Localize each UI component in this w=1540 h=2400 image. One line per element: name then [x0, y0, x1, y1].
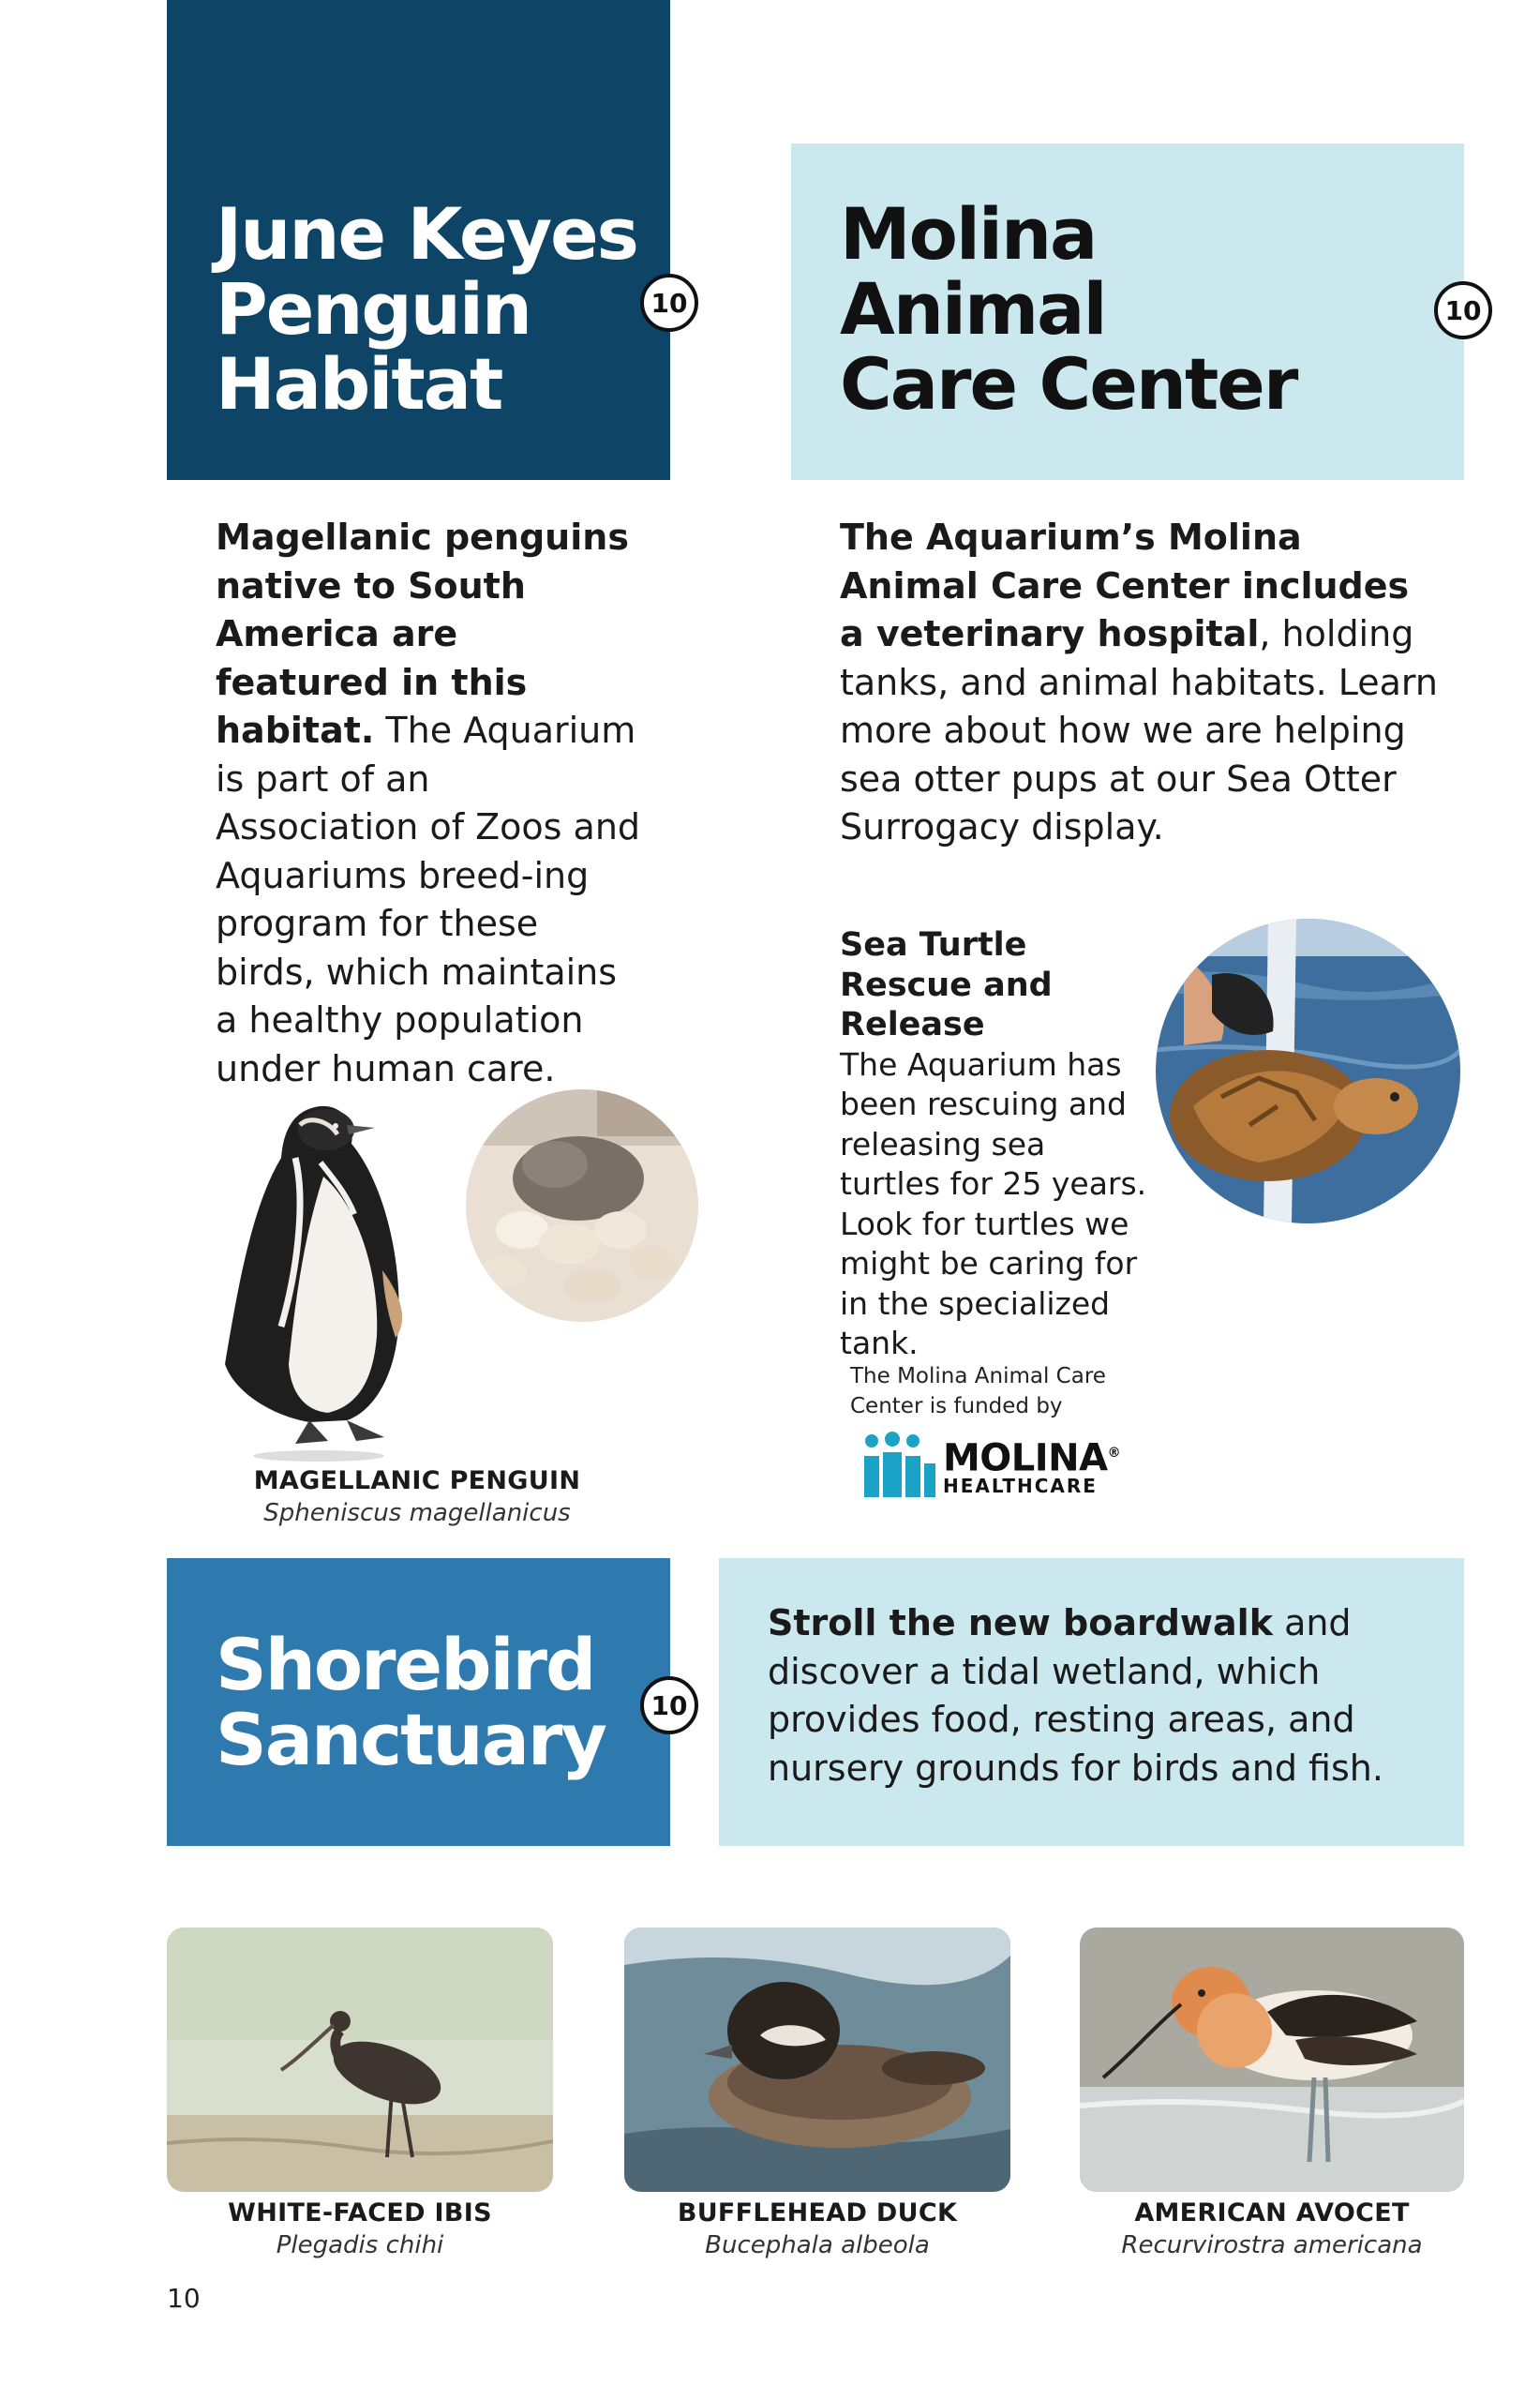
title-line: Penguin — [216, 267, 531, 351]
sea-turtle-heading: Sea Turtle Rescue and Release — [840, 926, 1053, 1043]
molina-title — [840, 192, 1297, 426]
funding-note: The Molina Animal Care Center is funded by — [850, 1364, 1106, 1418]
penguin-description-rest: The Aquarium is part of an Association of Zoos and Aquariums breed-ing program for these birds, which maintains a healthy population under human care. — [216, 710, 641, 1089]
species-name: MAGELLANIC PENGUIN — [253, 1466, 581, 1495]
magellanic-penguin-photo — [216, 1092, 422, 1462]
bird-name: WHITE-FACED IBIS — [228, 2198, 492, 2228]
bird-caption — [624, 2198, 1010, 2259]
american-avocet-photo — [1080, 1928, 1464, 2192]
molina-healthcare-logo — [855, 1432, 1120, 1499]
shorebird-intro — [768, 1599, 1433, 1792]
shorebird-intro-box — [719, 1558, 1464, 1846]
title-line: Shorebird — [216, 1623, 595, 1706]
white-faced-ibis-photo — [167, 1928, 553, 2192]
sea-turtle-block — [840, 925, 1149, 1364]
bufflehead-duck-photo — [624, 1928, 1010, 2192]
title-line: Molina — [840, 192, 1097, 276]
shorebird-title-box — [167, 1558, 670, 1846]
species-scientific-name: Spheniscus magellanicus — [263, 1499, 571, 1527]
page-number: 10 — [167, 2283, 201, 2314]
title-line: Habitat — [216, 342, 502, 426]
title-line: Sanctuary — [216, 1698, 606, 1781]
sea-turtle-photo — [1156, 919, 1460, 1223]
penguin-habitat-title — [216, 192, 637, 426]
bird-caption — [167, 2198, 553, 2259]
penguin-description — [216, 514, 642, 1093]
shorebird-title — [216, 1623, 606, 1781]
map-number-badge — [1434, 281, 1492, 339]
molina-description-lead: The Aquarium’s Molina Animal Care Center includes a veterinary hospital — [840, 517, 1410, 654]
map-number-badge — [640, 1676, 698, 1734]
sponsor-name: MOLINA — [943, 1436, 1108, 1480]
penguin-chick-photo — [466, 1089, 698, 1322]
bird-caption — [1080, 2198, 1464, 2259]
bird-name: AMERICAN AVOCET — [1134, 2198, 1410, 2228]
sea-turtle-text: The Aquarium has been rescuing and releasing sea turtles for 25 years. Look for turtles we might be caring for in the specialized tank. — [840, 1045, 1147, 1361]
badge-label: 10 — [650, 287, 688, 319]
sponsor-subtitle: HEALTHCARE — [943, 1474, 1098, 1497]
penguin-caption — [211, 1466, 623, 1527]
badge-label: 10 — [1444, 294, 1482, 326]
molina-people-icon — [855, 1432, 937, 1499]
map-number-badge — [640, 274, 698, 332]
title-line: June Keyes — [216, 192, 637, 276]
molina-description-rest: , holding tanks, and animal habitats. Learn more about how we are helping sea otter pups at our Sea Otter Surrogacy display. — [840, 613, 1438, 848]
molina-title-box — [791, 143, 1464, 480]
registered-mark: ® — [1107, 1446, 1121, 1462]
bird-scientific-name: Bucephala albeola — [705, 2231, 930, 2259]
bird-scientific-name: Plegadis chihi — [276, 2231, 444, 2259]
molina-description — [840, 514, 1440, 852]
title-line: Care Center — [840, 342, 1297, 426]
bird-name: BUFFLEHEAD DUCK — [677, 2198, 958, 2228]
shorebird-intro-lead: Stroll the new boardwalk — [768, 1602, 1273, 1643]
shorebird-intro-rest: and discover a tidal wetland, which provides food, resting areas, and nursery grounds for birds and fish. — [768, 1602, 1383, 1789]
bird-scientific-name: Recurvirostra americana — [1121, 2231, 1423, 2259]
title-line: Animal — [840, 267, 1106, 351]
badge-label: 10 — [650, 1689, 688, 1721]
penguin-description-lead: Magellanic penguins native to South America are featured in this habitat. — [216, 517, 629, 751]
penguin-habitat-title-box — [167, 0, 670, 480]
